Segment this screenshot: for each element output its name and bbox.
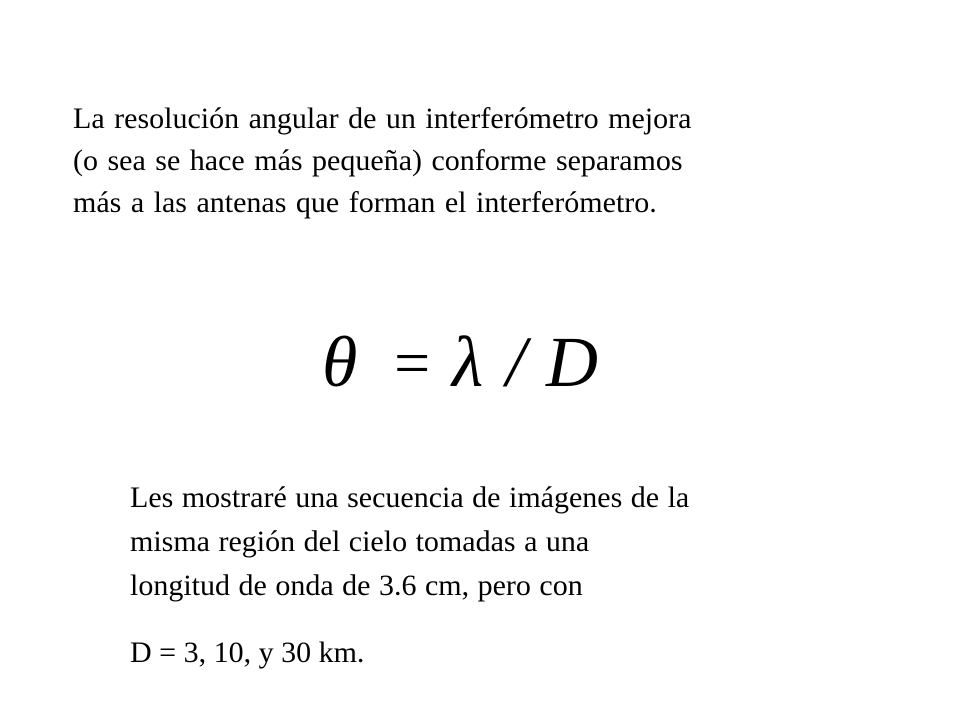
intro-line-3: más a las antenas que forman el interferómetro. [73,186,657,219]
intro-line-2: (o sea se hace más pequeña) conforme separamos [73,144,683,177]
resolution-formula [318,322,618,402]
explanation-line-2: misma región del cielo tomadas a una [130,525,590,558]
formula-theta: θ [322,322,358,402]
intro-line-1: La resolución angular de un interferómetro mejora [73,102,692,135]
intro-paragraph [73,98,853,224]
formula-equals: = [390,327,434,398]
explanation-line-1: Les mostraré una secuencia de imágenes de la [130,481,690,514]
explanation-paragraph [130,476,850,608]
explanation-line-3: longitud de onda de 3.6 cm, pero con [130,569,583,602]
formula-lambda: λ [452,322,484,402]
formula-slash: / [506,322,527,402]
formula-svg [318,322,618,402]
baseline-values: D = 3, 10, y 30 km. [130,636,365,669]
formula-d: D [546,322,598,402]
